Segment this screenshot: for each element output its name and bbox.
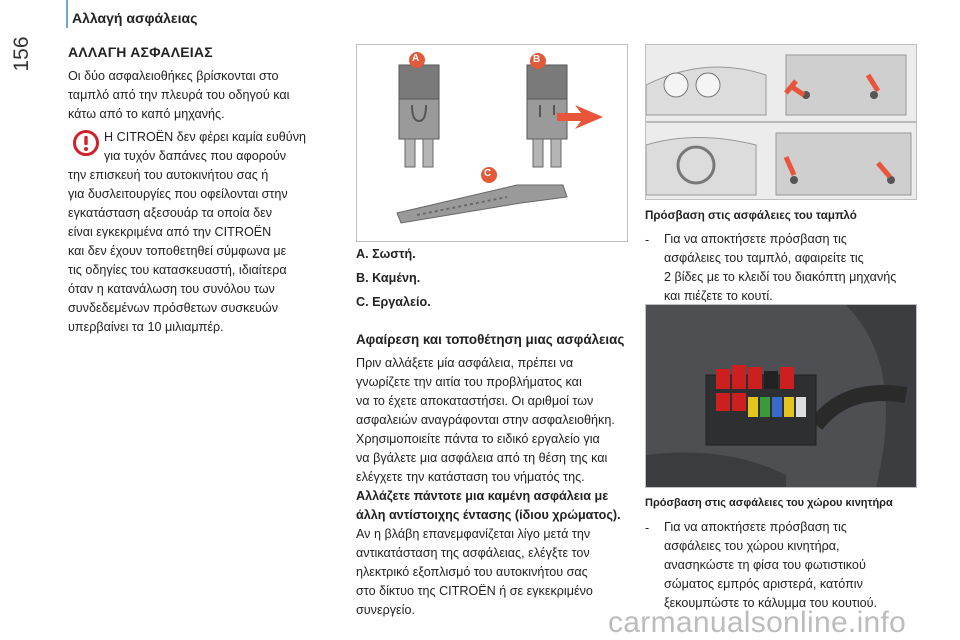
label-b: B (533, 54, 541, 65)
body-line: αντικατάσταση της ασφάλειας, ελέγξτε τον (356, 546, 590, 560)
watermark-link[interactable]: carmanualsonline.info (608, 606, 907, 639)
instruction-line: 2 βίδες με το κλειδί του διακόπτη μηχανής (664, 270, 897, 284)
warning-line: τις οδηγίες του κατασκευαστή, ιδιαίτερα (68, 263, 287, 277)
warning-line: είναι εγκεκριμένα από την CITROËN (68, 225, 272, 239)
legend-item-b: B. Καμένη. (356, 271, 421, 285)
fuse-blown-icon (527, 65, 603, 167)
body-line: Χρησιμοποιείτε πάντα το ειδικό εργαλείο για (356, 432, 600, 446)
warning-line: εγκατάσταση αξεσουάρ τα οποία δεν (68, 206, 273, 220)
dashboard-drawing (646, 45, 916, 199)
warning-line: την επισκευή του αυτοκινήτου σας ή (68, 168, 269, 182)
dashboard-fuse-illustration (645, 44, 917, 200)
fuse-illustration (356, 44, 628, 242)
instruction-line: ασφάλειες του ταμπλό, αφαιρείτε τις (664, 251, 864, 265)
body-line: ηλεκτρικό εξοπλισμό του αυτοκινήτου σας (356, 565, 588, 579)
page-header: Αλλαγή ασφάλειας (72, 10, 198, 26)
warning-lines-indented (104, 128, 344, 166)
bullet-dash: - (645, 521, 650, 535)
body-line: γνωρίζετε την αιτία του προβλήματος και (356, 375, 582, 389)
warning-line: συνδεδεμένων πρόσθετων συσκευών (68, 301, 279, 315)
header-rule (66, 0, 68, 28)
instruction-line: ανασηκώστε τη φίσα του φωτιστικού (664, 558, 866, 572)
warning-line: για τυχόν δαπάνες που αφορούν (104, 149, 287, 163)
body-line: στο δίκτυο της CITROËN ή σε εγκεκριμένο (356, 584, 593, 598)
instruction-line: Για να αποκτήσετε πρόσβαση τις (664, 232, 847, 246)
intro-line: Οι δύο ασφαλειοθήκες βρίσκονται στο (68, 69, 279, 83)
bold-line: Αλλάζετε πάντοτε μια καμένη ασφάλεια με (356, 489, 609, 503)
warning-line: Η CITROËN δεν φέρει καμία ευθύνη (104, 130, 306, 144)
caption-engine: Πρόσβαση στις ασφάλειες του χώρου κινητήρα (645, 497, 893, 509)
fuse-tool-icon (397, 185, 567, 223)
instruction-line: ξεκουμπώστε το κάλυμμα του κουτιού. (664, 596, 878, 610)
engine-instructions (664, 518, 924, 613)
warning-line: και δεν έχουν τοποθετηθεί σύμφωνα με (68, 244, 287, 258)
warning-icon (73, 130, 99, 156)
instruction-line: σώματος εμπρός αριστερά, κατόπιν (664, 577, 863, 591)
section-title: ΑΛΛΑΓΗ ΑΣΦΑΛΕΙΑΣ (68, 44, 213, 60)
instruction-line: Για να αποκτήσετε πρόσβαση τις (664, 520, 847, 534)
body-line: συνεργείο. (356, 603, 415, 617)
caption-dashboard: Πρόσβαση στις ασφάλειες του ταμπλό (645, 209, 857, 222)
label-a: A (412, 53, 420, 64)
warning-paragraph (68, 166, 338, 337)
intro-line: κάτω από το καπό μηχανής. (68, 107, 225, 121)
body-line: Πριν αλλάξετε μία ασφάλεια, πρέπει να (356, 356, 574, 370)
intro-line: ταμπλό από την πλευρά του οδηγού και (68, 88, 290, 102)
engine-fuse-photo (645, 304, 917, 488)
legend-item-a: A. Σωστή. (356, 247, 416, 261)
bold-line: άλλη αντίστοιχης έντασης (ίδιου χρώματος). (356, 508, 621, 522)
warning-line: για δυσλειτουργίες που οφείλονται στην (68, 187, 288, 201)
page-number: 156 (10, 36, 33, 72)
warning-line: όταν η κατανάλωση του συνόλου των (68, 282, 275, 296)
intro-paragraph (68, 67, 328, 124)
body-line: ελέγχετε την κατάσταση του νήματός της. (356, 470, 585, 484)
label-c: C (484, 168, 492, 179)
dashboard-instructions (664, 230, 924, 306)
body-line: να βγάλετε μια ασφάλεια από τη θέση της και (356, 451, 608, 465)
body-line: Αν η βλάβη επανεμφανίζεται λίγο μετά την (356, 527, 591, 541)
legend-item-c: C. Εργαλείο. (356, 295, 431, 309)
body-line: να το έχετε αποκαταστήσει. Οι αριθμοί των (356, 394, 594, 408)
instruction-line: και πιέζετε το κουτί. (664, 289, 773, 303)
subsection-title: Αφαίρεση και τοποθέτηση μιας ασφάλειας (356, 332, 625, 347)
engine-photo-drawing (646, 305, 916, 487)
fuse-drawing (357, 45, 627, 241)
body-line: ασφαλειών αναγράφονται στην ασφαλειοθήκη. (356, 413, 615, 427)
warning-line: υπερβαίνει τα 10 μιλιαμπέρ. (68, 320, 224, 334)
legend (356, 247, 431, 309)
middle-body (356, 354, 636, 620)
bullet-dash: - (645, 233, 650, 247)
instruction-line: ασφάλειες του χώρου κινητήρα, (664, 539, 840, 553)
fuse-correct-icon (399, 65, 439, 167)
